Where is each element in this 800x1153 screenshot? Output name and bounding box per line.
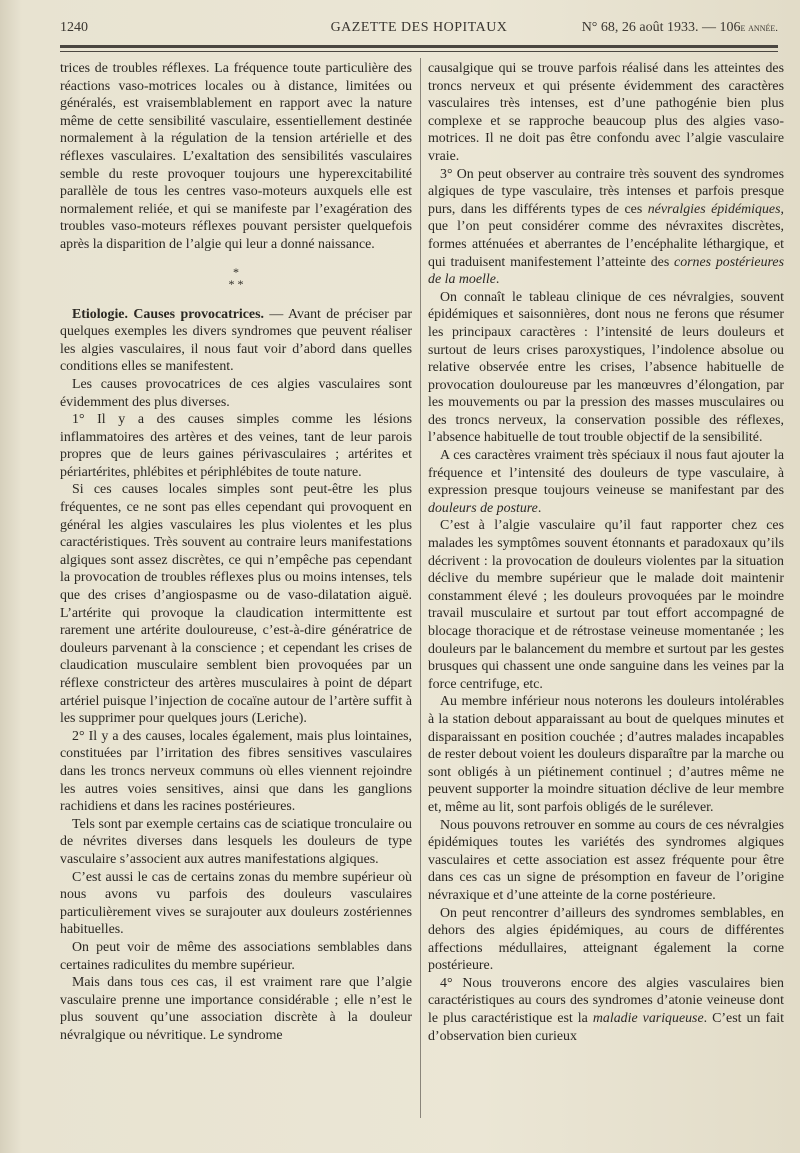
paragraph — [428, 166, 784, 289]
section-heading: Etiologie. Causes provocatrices. — [72, 306, 264, 322]
paragraph: 1° Il y a des causes simples comme les lésions inflammatoires des artères et des veines, tant de leur parois propres que de leurs gaines périvasculaires ; artérites et périartérites, phlébites et périphlébites de toute nature. — [60, 412, 412, 480]
paragraph: Mais dans tous ces cas, il est vraiment rare que l’algie vasculaire prenne une importance considérable ; elle n’est le plus souvent qu’une association discrète à la douleur névralgique ou névritique. Le syndrome — [60, 975, 412, 1043]
paragraph: On connaît le tableau clinique de ces névralgies, souvent épidémiques et saisonnières, dont nous ne ferons que résumer les principaux caractères : l’intensité de leurs douleurs et surtout de leurs crises paroxystiques, l’indolence absolue ou relative observée entre les crises, l’absence habituelle de provocation douloureuse par les manœuvres d’élongation, par les mouvements ou par la pression des masses musculaires ou des troncs nerveux, la conservation possible des réflexes, l’absence habituelle de tout trouble objectif de la sensibilité. — [428, 289, 784, 446]
italic-term: névralgies épidémiques — [647, 201, 781, 217]
paragraph: Au membre inférieur nous noterons les douleurs intolérables à la station debout apparaissant au bout de quelques minutes et disparaissant en position couchée ; d’autres malades incapables de rester debout voient les douleurs disparaître par la marche ou sont obligés à un piétinement continuel ; d’autres même ne peuvent supporter la moindre situation déclive de leur membre et, même au lit, sont parfois obligés de le surélever. — [428, 694, 784, 815]
paragraph-text: A ces caractères vraiment très spéciaux il nous faut ajouter la fréquence et l’intensité des douleurs de type vasculaire, à expression presque toujours veineuse se manifestant par des — [428, 448, 784, 499]
paragraph: Si ces causes locales simples sont peut-être les plus fréquentes, ce ne sont pas elles cependant qui provoquent en général les algies vasculaires les plus violentes et les plus caractéristiques. Très souvent au contraire leurs manifestations algiques sont assez discrètes, ce qui n’empêche pas cependant la provocation de troubles réflexes plus ou moins intenses, tels que des crises d’angiospasme ou de vaso-dilatation aiguë. L’artérite qui provoque la claudication intermittente est rarement une artérite douloureuse, c’est-à-dire génératrice de douleurs parvenant à la conscience ; et cependant les crises de claudication musculaire semblent bien provoquées par un réflexe constricteur des artères musculaires à point de départ artériel puisque l’injection de cocaïne autour de l’artère suffit à les supprimer pour quelques jours (Leriche). — [60, 482, 412, 727]
paragraph-text: 3° On peut observer au contraire très souvent des syndromes algiques de type vasculaire, très intenses et parfois presque purs, dans les différents types de ces — [428, 166, 784, 217]
paragraph: Tels sont par exemple certains cas de sciatique tronculaire ou de névrites diverses dans lesquels les douleurs de type vasculaire s’associent aux autres manifestations algiques. — [60, 816, 412, 867]
paragraph-text: . C’est un fait d’observation bien curieux — [428, 1011, 784, 1044]
left-column — [60, 60, 412, 1044]
paragraph: Les causes provocatrices de ces algies vasculaires sont évidemment des plus diverses. — [60, 376, 412, 410]
paragraph: trices de troubles réflexes. La fréquence toute particulière des réactions vaso-motrices locales ou à distance, limitées ou généralés, est vraisemblablement en rapport avec la nature même de cette sensibilité vasculaire, essentiellement destinée normalement à la régulation de la tension artérielle et des réflexes vasculaires. L’exaltation des sensibilités vasculaires semble du reste provoquer toujours une hyperexcitabilité parallèle de tous les centres vaso-moteurs auxquels elle est normalement reliée, et qui se manifeste par l’exagération des troubles vaso-moteurs réflexes pouvant persister quelquefois après la disparition de l’algie qui leur a donné naissance. — [60, 61, 412, 252]
section-separator-asterism: * * * — [228, 264, 244, 291]
italic-term: maladie variqueuse — [592, 1011, 704, 1027]
page-header — [60, 20, 778, 42]
paragraph: On peut rencontrer d’ailleurs des syndromes semblables, en dehors des algies épidémiques, au cours de différentes affections médullaires, atteignant également la corne postérieure. — [428, 905, 784, 974]
paragraph-text: . — [495, 272, 500, 288]
paragraph: 2° Il y a des causes, locales également, mais plus lointaines, constituées par l’irritation des fibres sensitives vasculaires dans les troncs nerveux communs où elles viennent rejoindre les autres voies sensitives, ainsi que dans les ganglions rachidiens et dans les racines postérieures. — [60, 728, 412, 815]
paragraph — [60, 306, 412, 376]
page-number: 1240 — [60, 20, 88, 35]
paragraph: C’est à l’algie vasculaire qu’il faut rapporter chez ces malades les symptômes souvent étonnants et paradoxaux qu’ils décrivent : la provocation de douleurs violentes par la situation déclive du membre supérieur que le malade doit maintenir constamment élevé ; les douleurs provoquées par le moindre travail musculaire et surtout par tout effort accompagné de blocage thoracique et de rétrostase veineuse momentanée ; les douleurs par le balancement du membre et surtout par les gestes brusques qui chassent une onde sanguine dans les veines par la force centrifuge, etc. — [428, 518, 784, 692]
italic-term: douleurs de posture — [428, 500, 538, 516]
paragraph-text: — Avant de préciser par quelques exemples les divers syndromes que peuvent réaliser les algies vasculaires, il nous faut voir d’abord dans quelles conditions elles se manifestent. — [60, 306, 412, 375]
paragraph: Nous pouvons retrouver en somme au cours de ces névralgies épidémiques toutes les variétés des syndromes algiques vasculaires et cette association est assez fréquente pour être dans ces cas un signe de présomption en faveur de l’origine névraxique et d’une atteinte de la corne postérieure. — [428, 817, 784, 903]
header-rule-thin — [60, 51, 778, 52]
paragraph: On peut voir de même des associations semblables dans certaines radiculites du membre supérieur. — [60, 939, 412, 973]
header-rule-thick — [60, 45, 778, 48]
issue-year-suffix: e année. — [740, 22, 778, 34]
paragraph: causalgique qui se trouve parfois réalisé dans les atteintes des troncs nerveux et qui présente évidemment des caractères vasculaires très intenses, est d’une pathogénie bien plus complexe et se rapproche beaucoup plus des algies vaso-motrices. Il ne doit pas être confondu avec l’algie vasculaire vraie. — [428, 61, 784, 164]
issue-date: N° 68, 26 août 1933. — 106 — [581, 20, 741, 35]
column-divider — [420, 58, 421, 1118]
paragraph — [428, 975, 784, 1045]
paragraph-text: . — [537, 500, 542, 516]
paragraph — [428, 447, 784, 517]
paragraph-text: 4° Nous trouverons encore des algies vasculaires bien caractéristiques au cours des syndromes d’atonie veineuse dont le plus caractéristique est la — [428, 975, 784, 1027]
journal-title: GAZETTE DES HOPITAUX — [330, 20, 508, 35]
right-column — [428, 60, 784, 1045]
paragraph-text: , que l’on peut considérer comme des névraxites discrètes, formes atténuées et aberrantes de l’encéphalite léthargique, et qui traduisent manifestement l’atteinte des — [428, 201, 784, 270]
paragraph: C’est aussi le cas de certains zonas du membre supérieur où nous avons vu parfois des douleurs vasculaires particulièrement vives se surajouter aux douleurs zostériennes habituelles. — [60, 869, 412, 938]
issue-info — [582, 20, 778, 36]
italic-term: cornes postérieures de la moelle — [428, 254, 784, 288]
